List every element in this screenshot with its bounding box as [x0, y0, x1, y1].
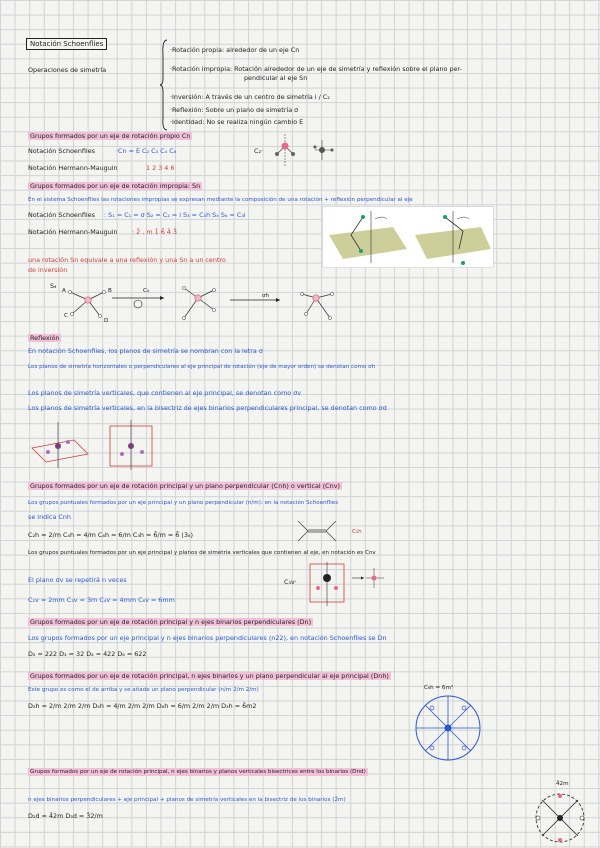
atom-b-1: B	[108, 288, 112, 294]
cn-molecule-label: C₂·	[254, 147, 264, 155]
op-rotation-improper: ·Rotación impropia: Rotación alrededor de un eje de simetría y reflexión sobre el plano per-	[170, 65, 462, 73]
cnv-line1: Los grupos puntuales formados por un eje principal y planos de simetría verticales que contienen al eje, en notación es Cnv	[28, 550, 376, 556]
c3v-molecule-diagram	[306, 562, 386, 606]
cn-molecule-diagram	[270, 132, 340, 168]
cnh-values: C₂h = 2/m C₄h = 4/m C₆h = 6/m C₃h = 6̄/m = 6̄ (3₆)	[28, 531, 193, 539]
sn-hm-label: Notación Hermann-Mauguin	[28, 228, 118, 236]
op-rotation-proper: ·Rotación propia: alrededor de un eje Cn	[170, 46, 300, 54]
c4-label: C₄	[143, 288, 150, 294]
dnh-line1: Este grupo es como el de arriba y se añade un plano perpendicular (n/m 2/m 2/m)	[28, 687, 259, 693]
reflection-line2: Los planos de simetría horizontales o perpendiculares al eje principal de rotación (eje de mayor orden) se denotan como σh	[28, 364, 376, 370]
reflection-line4: Los planos de simetría verticales, en la bisectriz de ejes binarios perpendiculares principal, se denotan como σd	[28, 404, 387, 412]
cn-hm-label: Notación Hermann-Mauguin	[28, 164, 118, 172]
sn-description: En el sistema Schoenflies las rotaciones impropias se expresan mediante la composición de una rotación + reflexión perpendicular al eje	[28, 197, 413, 203]
cn-section-title: Grupos formados por un eje de rotación propio Cn	[30, 132, 191, 140]
dnd-values: D₂d = 4̄2m D₃d = 3̄2/m	[28, 812, 103, 820]
s4-label: S₄	[50, 282, 57, 290]
dnd-figure-label: 4̄2m	[556, 781, 569, 787]
sn-note-line1: una rotación Sn equivale a una reflexión y una Sn a un centro	[28, 256, 226, 264]
reflection-planes-diagram	[30, 420, 180, 470]
sn-hm-values: : 2̄ , m 1̄ 6̄ 4̄ 3̄	[132, 228, 177, 236]
cnh-line1: Los grupos puntuales formados por un eje principal y un plano perpendicular (n/m): en la notación Schoenflies	[28, 500, 339, 506]
sn-schoenflies-label: Notación Schoenflies	[28, 211, 95, 219]
op-rotation-improper-cont: pendicular al eje Sn	[244, 74, 308, 82]
dn-line1: Los grupos formados por un eje principal y n ejes binarios perpendiculares (n22), en notación Schoenflies se Dn	[28, 634, 387, 642]
c2h-molecule-diagram	[290, 518, 350, 544]
operations-label: Operaciones de simetría	[28, 66, 107, 74]
cnv-values: C₂v = 2mm C₃v = 3m C₄v = 4mm C₆v = 6mm	[28, 596, 175, 604]
sn-schoenflies-values: : S₁ = C₁ = σ S₂ = C₂ = i S₃ = C₃h S₄ S₆ = C₃i	[104, 211, 246, 219]
c3v-label: C₃v·	[284, 578, 297, 586]
op-reflection: ·Reflexión: Sobre un plano de simetría σ	[170, 106, 299, 114]
atom-d-1: D	[104, 318, 109, 324]
cn-schoenflies-values: ·Cn = E C₂ C₃ C₄ C₆	[116, 147, 177, 155]
sigma-h-label: σh	[262, 293, 270, 299]
cnh-line2: se indica Cnh	[28, 513, 71, 521]
dn-title: Grupos formados por un eje de rotación principal y n ejes binarios perpendiculares (Dn)	[30, 618, 312, 626]
dnd-title: Grupos formados por un eje de rotación principal, n ejes binarios y planos verticales bisectrices entre los binarios (Dnd)	[30, 769, 366, 775]
sn-section-title: Grupos formados por un eje de rotación impropia: Sn	[30, 182, 201, 190]
cnv-line2: El plano σv se repetirá n veces	[28, 576, 127, 584]
cn-hm-values: 1 2 3 4 6	[146, 164, 175, 172]
dnh-stereogram	[412, 692, 484, 764]
dnh-figure-label: C₆h = 6m²	[424, 685, 454, 691]
op-identity: ·Identidad: No se realiza ningún cambio E	[170, 118, 304, 126]
dnh-title: Grupos formados por un eje de rotación principal, n ejes binarios y un plano perpendicular al eje principal (Dnh)	[30, 672, 389, 680]
dnd-line1: n ejes binarios perpendiculares + eje principal + planos de simetría verticales en la bisectriz de los binarios (2̄m)	[28, 797, 346, 803]
dn-values: D₂ = 222 D₃ = 32 D₄ = 422 D₆ = 622	[28, 650, 147, 658]
dnd-stereogram	[530, 788, 590, 848]
brace-icon	[160, 40, 168, 130]
cnh-cnv-title: Grupos formados por un eje de rotación principal y un plano perpendicular (Cnh) o vertical (Cnv)	[30, 482, 340, 490]
reflection-line3: Los planos de simetría verticales, que contienen al eje principal, se denotan como σv	[28, 389, 302, 397]
op-inversion: ·Inversión: A través de un centro de simetría i / C₂	[170, 93, 330, 101]
reflection-line1: En notación Schoenflies, los planos de simetría se nombran con la letra σ	[28, 347, 263, 355]
sn-rotation-reflection-figure	[322, 206, 494, 268]
page-title: Notación Schoenflies	[26, 38, 107, 50]
atom-c-1: C	[64, 313, 68, 319]
sn-note-line2: de inversión	[28, 266, 68, 274]
atom-a-1: A	[62, 288, 66, 294]
c2h-label: C₂h	[352, 529, 362, 535]
cn-schoenflies-label: Notación Schoenflies	[28, 147, 95, 155]
reflection-title: Reflexión	[30, 334, 60, 342]
dnh-values: D₂h = 2/m 2/m 2/m D₄h = 4/m 2/m 2/m D₆h = 6/m 2/m 2/m D₃h = 6̄m2	[28, 702, 257, 710]
